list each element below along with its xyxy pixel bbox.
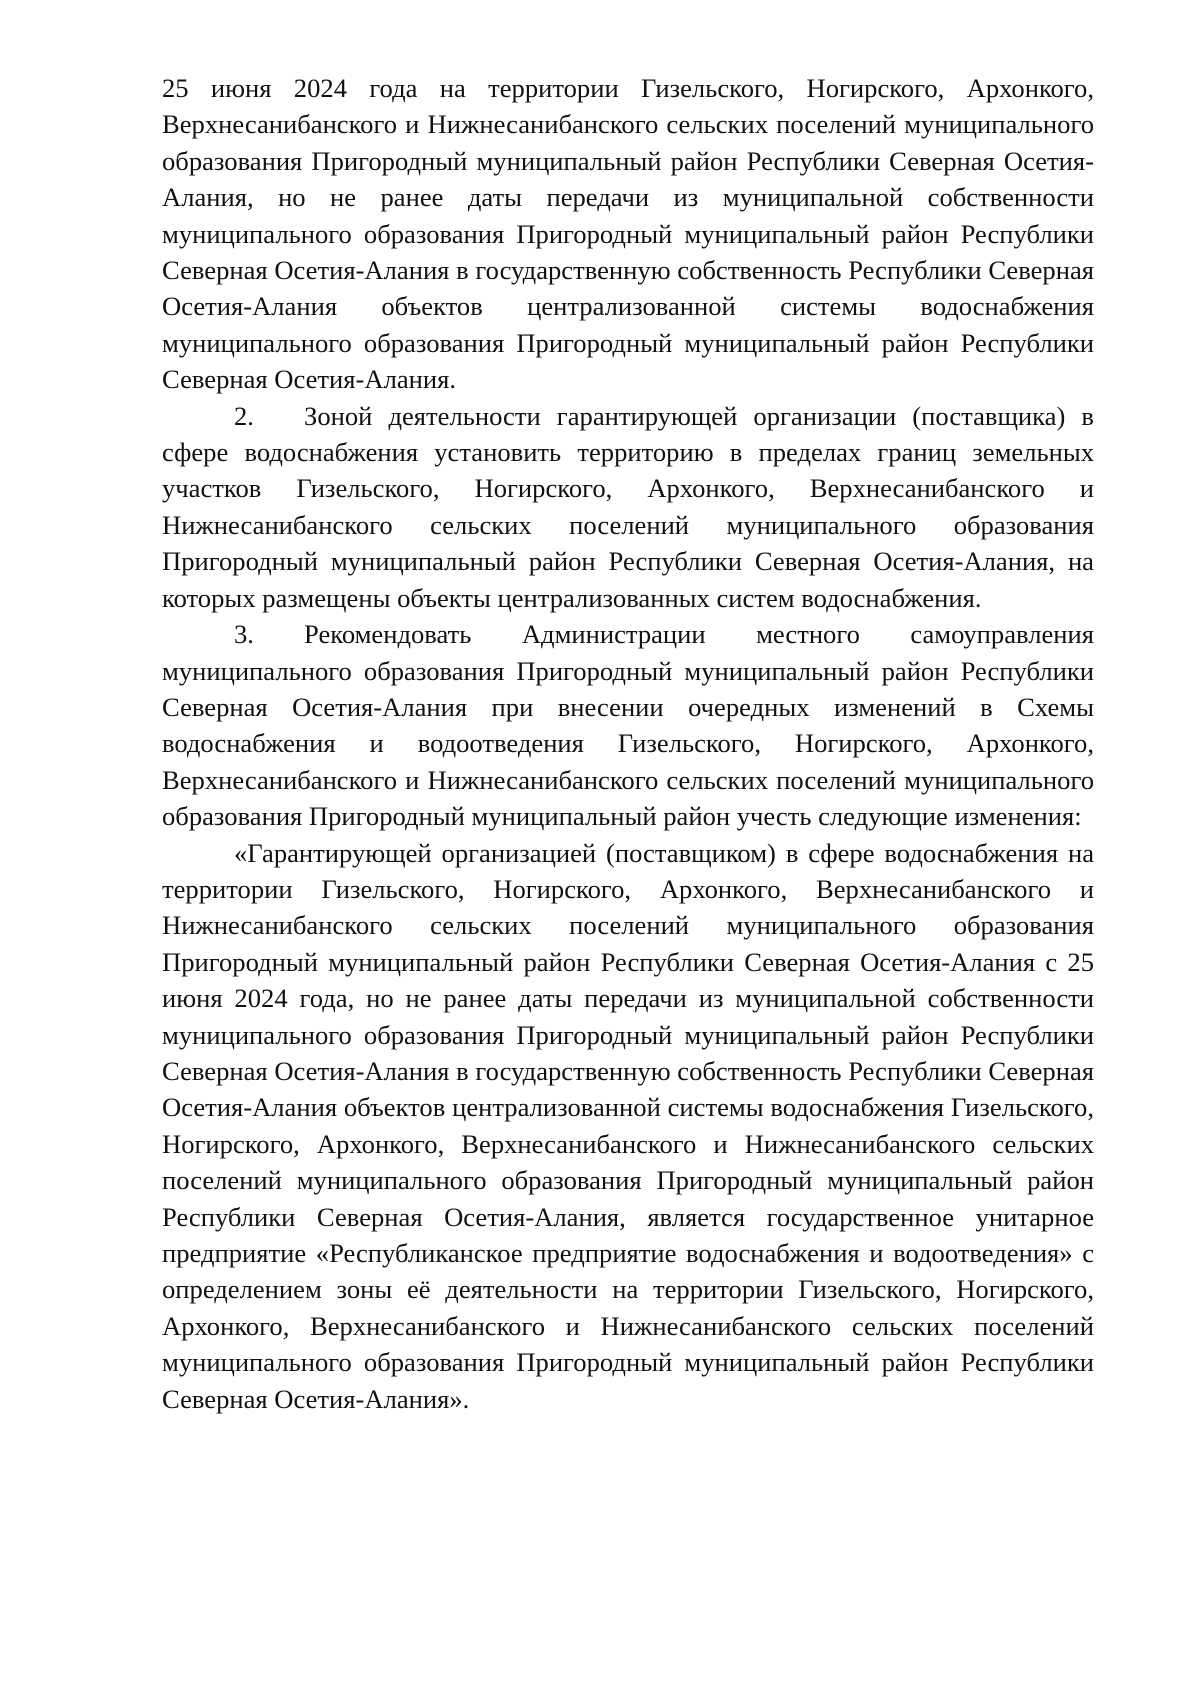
document-body [162, 70, 1094, 1417]
paragraph-text: Зоной деятельности гарантирующей организации (поставщика) в сфере водоснабжения установить территорию в пределах границ земельных участков Гизельского, Ногирского, Архонкого, Верхнесанибанского и Нижнесанибанского сельских поселений муниципального образования Пригородный муниципальный район Республики Северная Осетия-Алания, на которых размещены объекты централизованных систем водоснабжения. [162, 400, 1094, 613]
paragraph-text: 25 июня 2024 года на территории Гизельского, Ногирского, Архонкого, Верхнесанибанского и Нижнесанибанского сельских поселений муниципального образования Пригородный муниципальный район Республики Северная Осетия-Алания, но не ранее даты передачи из муниципальной собственности муниципального образования Пригородный муниципальный район Республики Северная Осетия-Алания в государственную собственность Республики Северная Осетия-Алания объектов централизованной системы водоснабжения муниципального образования Пригородный муниципальный район Республики Северная Осетия-Алания. [162, 73, 1094, 395]
paragraph-continuation [162, 70, 1094, 398]
paragraph-item-3 [162, 616, 1094, 834]
paragraph-text: «Гарантирующей организацией (поставщиком) в сфере водоснабжения на территории Гизельского, Ногирского, Архонкого, Верхнесанибанского и Нижнесанибанского сельских поселений муниципального образования Пригородный муниципальный район Республики Северная Осетия-Алания с 25 июня 2024 года, но не ранее даты передачи из муниципальной собственности муниципального образования Пригородный муниципальный район Республики Северная Осетия-Алания в государственную собственность Республики Северная Осетия-Алания объектов централизованной системы водоснабжения Гизельского, Ногирского, Архонкого, Верхнесанибанского и Нижнесанибанского сельских поселений муниципального образования Пригородный муниципальный район Республики Северная Осетия-Алания, является государственное унитарное предприятие «Республиканское предприятие водоснабжения и водоотведения» с определением зоны её деятельности на территории Гизельского, Ногирского, Архонкого, Верхнесанибанского и Нижнесанибанского сельских поселений муниципального образования Пригородный муниципальный район Республики Северная Осетия-Алания». [162, 837, 1094, 1414]
paragraph-quote [162, 835, 1094, 1418]
paragraph-item-2 [162, 398, 1094, 616]
item-number: 2. [234, 400, 254, 431]
item-number: 3. [234, 619, 254, 650]
paragraph-text: Рекомендовать Администрации местного самоуправления муниципального образования Пригородный муниципальный район Республики Северная Осетия-Алания при внесении очередных изменений в Схемы водоснабжения и водоотведения Гизельского, Ногирского, Архонкого, Верхнесанибанского и Нижнесанибанского сельских поселений муниципального образования Пригородный муниципальный район учесть следующие изменения: [162, 619, 1094, 832]
